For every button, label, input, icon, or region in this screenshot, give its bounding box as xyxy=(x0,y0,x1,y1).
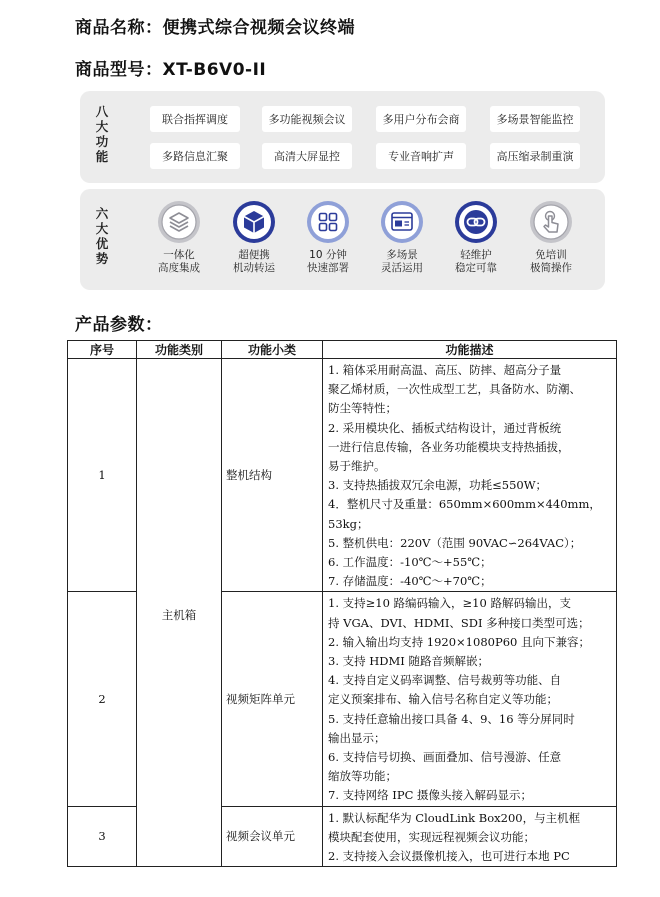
function-item: 多用户分布会商 xyxy=(376,106,466,132)
function-item: 联合指挥调度 xyxy=(150,106,240,132)
row-subcategory: 整机结构 xyxy=(222,359,323,592)
row-category: 主机箱 xyxy=(137,359,222,867)
function-item: 多场景智能监控 xyxy=(490,106,580,132)
advantage-item: 多场景 灵活运用 xyxy=(367,200,437,275)
table-header-row xyxy=(68,341,617,359)
advantages-label: 六 大 优 势 xyxy=(95,206,109,266)
advantage-item: 10 分钟 快速部署 xyxy=(293,200,363,275)
screen-icon xyxy=(380,200,424,244)
params-table xyxy=(67,340,617,867)
row-no: 2 xyxy=(68,592,137,806)
functions-panel xyxy=(80,91,605,183)
row-subcategory: 视频会议单元 xyxy=(222,806,323,867)
function-item: 多路信息汇聚 xyxy=(150,143,240,169)
modules-icon xyxy=(306,200,350,244)
params-title: 产品参数： xyxy=(75,315,163,335)
row-no: 1 xyxy=(68,359,137,592)
functions-label: 八 大 功 能 xyxy=(95,104,109,164)
function-item: 专业音响扩声 xyxy=(376,143,466,169)
row-no: 3 xyxy=(68,806,137,867)
advantage-item: 轻维护 稳定可靠 xyxy=(441,200,511,275)
row-description: 1. 默认标配华为 CloudLink Box200，与主机框 模块配套使用，实现远程视频会议功能； 2. 支持接入会议摄像机接入，也可进行本地 PC xyxy=(323,806,617,867)
header-description: 功能描述 xyxy=(323,341,617,359)
function-item: 高清大屏显控 xyxy=(262,143,352,169)
product-name: 商品名称：便携式综合视频会议终端 xyxy=(75,18,355,38)
row-description: 1. 支持≥10 路编码输入，≥10 路解码输出，支 持 VGA、DVI、HDMI、SDI 多种接口类型可选； 2. 输入输出均支持 1920×1080P60 且向下兼容； 3. 支持 HDMI 随路音频解嵌； 4. 支持自定义码率调整、信号裁剪等功能、自 定义预案排布、输入信号名称自定义等功能； 5. 支持任意输出接口具备 4、9、16 等分屏同时 输出显示； 6. 支持信号切换、画面叠加、信号漫游、任意 缩放等功能； 7. 支持网络 IPC 摄像头接入解码显示； xyxy=(323,592,617,806)
header-subcategory: 功能小类 xyxy=(222,341,323,359)
advantages-panel xyxy=(80,189,605,290)
layers-icon xyxy=(157,200,201,244)
function-item: 高压缩录制重演 xyxy=(490,143,580,169)
header-category: 功能类别 xyxy=(137,341,222,359)
advantage-item: 超便携 机动转运 xyxy=(219,200,289,275)
table-row xyxy=(68,359,617,592)
row-description: 1. 箱体采用耐高温、高压、防摔、超高分子量 聚乙烯材质，一次性成型工艺，具备防水、防潮、 防尘等特性； 2. 采用模块化、插板式结构设计，通过背板统 一进行信息传输，各业务功能模块支持热插拔， 易于维护。 3. 支持热插拔双冗余电源，功耗≤550W； 4．整机尺寸及重量：650mm×600mm×440mm， 53kg； 5. 整机供电：220V（范围 90VAC∽264VAC）； 6. 工作温度：-10℃～+55℃； 7. 存储温度：-40℃～+70℃； xyxy=(323,359,617,592)
row-subcategory: 视频矩阵单元 xyxy=(222,592,323,806)
product-model: 商品型号：XT-B6V0-II xyxy=(75,60,267,80)
advantage-item: 免培训 极简操作 xyxy=(516,200,586,275)
header-no: 序号 xyxy=(68,341,137,359)
function-item: 多功能视频会议 xyxy=(262,106,352,132)
touch-icon xyxy=(529,200,573,244)
link-icon xyxy=(454,200,498,244)
cube-icon xyxy=(232,200,276,244)
advantage-item: 一体化 高度集成 xyxy=(144,200,214,275)
